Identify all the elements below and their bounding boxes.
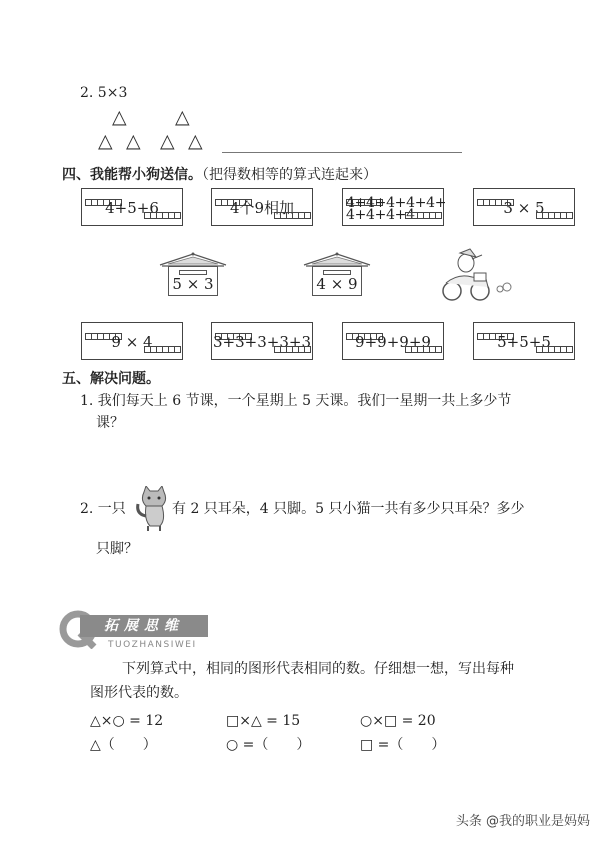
stamp-boxes bbox=[274, 204, 310, 223]
stamp-boxes bbox=[405, 338, 441, 357]
letter-card[interactable] bbox=[81, 322, 183, 360]
dog-on-motorcycle-icon bbox=[438, 245, 518, 305]
triangle-icon: △ bbox=[188, 130, 203, 152]
stamp-boxes bbox=[536, 204, 572, 223]
problem-2-text: 有 2 只耳朵，4 只脚。5 只小猫一共有多少只耳朵？多少 bbox=[172, 501, 525, 517]
mailbox-label: 4 × 9 bbox=[316, 275, 358, 293]
extension-badge: 拓展思维 bbox=[80, 615, 208, 637]
card-expression: 9+9+9+9 bbox=[355, 333, 431, 351]
extension-intro-line-1: 下列算式中，相同的图形代表相同的数。仔细想一想，写出每种 bbox=[122, 661, 514, 677]
section-4-heading bbox=[62, 164, 377, 184]
mailbox-body bbox=[312, 266, 362, 296]
equation-1: △×○ = 12 bbox=[90, 713, 164, 729]
card-expression: 5+5+5 bbox=[497, 333, 551, 351]
stamp-boxes bbox=[405, 204, 441, 223]
stamp-boxes bbox=[144, 338, 180, 357]
answer-square[interactable]: □ =（ ） bbox=[360, 737, 446, 753]
card-expression: 3+3+3+3+3 bbox=[213, 333, 311, 351]
letter-card[interactable] bbox=[473, 322, 575, 360]
extension-badge-subtitle: TUOZHANSIWEI bbox=[108, 640, 197, 650]
mailbox-body bbox=[168, 266, 218, 296]
card-expression: 4个9相加 bbox=[229, 199, 295, 217]
problem-1-line-2: 课？ bbox=[96, 415, 124, 431]
letter-card[interactable] bbox=[81, 188, 183, 226]
problem-2-line-2: 只脚？ bbox=[96, 541, 138, 557]
mailbox-label: 5 × 3 bbox=[172, 275, 214, 293]
triangle-icon: △ bbox=[126, 130, 141, 152]
stamp-boxes bbox=[274, 338, 310, 357]
answer-circle[interactable]: ○ =（ ） bbox=[226, 737, 311, 753]
section-4-instruction: （把得数相等的算式连起来） bbox=[202, 167, 377, 183]
stamp-boxes bbox=[144, 204, 180, 223]
equation-3: ○×□ = 20 bbox=[360, 713, 436, 729]
triangle-icon: △ bbox=[175, 106, 190, 128]
problem-2-prefix: 2. 一只 bbox=[80, 501, 126, 517]
letter-card[interactable] bbox=[211, 322, 313, 360]
problem-1-line-1: 1. 我们每天上 6 节课，一个星期上 5 天课。我们一星期一共上多少节 bbox=[80, 393, 512, 409]
letter-card[interactable] bbox=[342, 188, 447, 226]
answer-line[interactable] bbox=[222, 152, 462, 153]
card-expression: 4+5+6 bbox=[105, 199, 159, 217]
triangle-icon: △ bbox=[112, 106, 127, 128]
section-4-title: 四、我能帮小狗送信。 bbox=[62, 167, 202, 183]
triangle-icon: △ bbox=[98, 130, 113, 152]
kitten-icon bbox=[136, 486, 172, 532]
extension-intro-line-2: 图形代表的数。 bbox=[90, 685, 188, 701]
stamp-boxes bbox=[536, 338, 572, 357]
card-expression: 3 × 5 bbox=[503, 199, 545, 217]
letter-card[interactable] bbox=[473, 188, 575, 226]
equation-2: □×△ = 15 bbox=[226, 713, 301, 729]
card-expression-line-1: 4+4+4+4+4+ bbox=[346, 195, 447, 211]
mailbox[interactable] bbox=[302, 252, 372, 300]
watermark: 头条 @我的职业是妈妈 bbox=[455, 814, 590, 829]
letter-card[interactable] bbox=[211, 188, 313, 226]
section-5-title: 五、解决问题。 bbox=[62, 371, 160, 387]
letter-card[interactable] bbox=[342, 322, 444, 360]
card-expression-line-2: 4+4+4+4 bbox=[346, 207, 415, 223]
card-expression: 9 × 4 bbox=[111, 333, 153, 351]
triangle-icon: △ bbox=[160, 130, 175, 152]
answer-triangle[interactable]: △（ ） bbox=[90, 737, 157, 753]
question-3-2-label: 2. 5×3 bbox=[80, 85, 128, 101]
mailbox[interactable] bbox=[158, 252, 228, 300]
